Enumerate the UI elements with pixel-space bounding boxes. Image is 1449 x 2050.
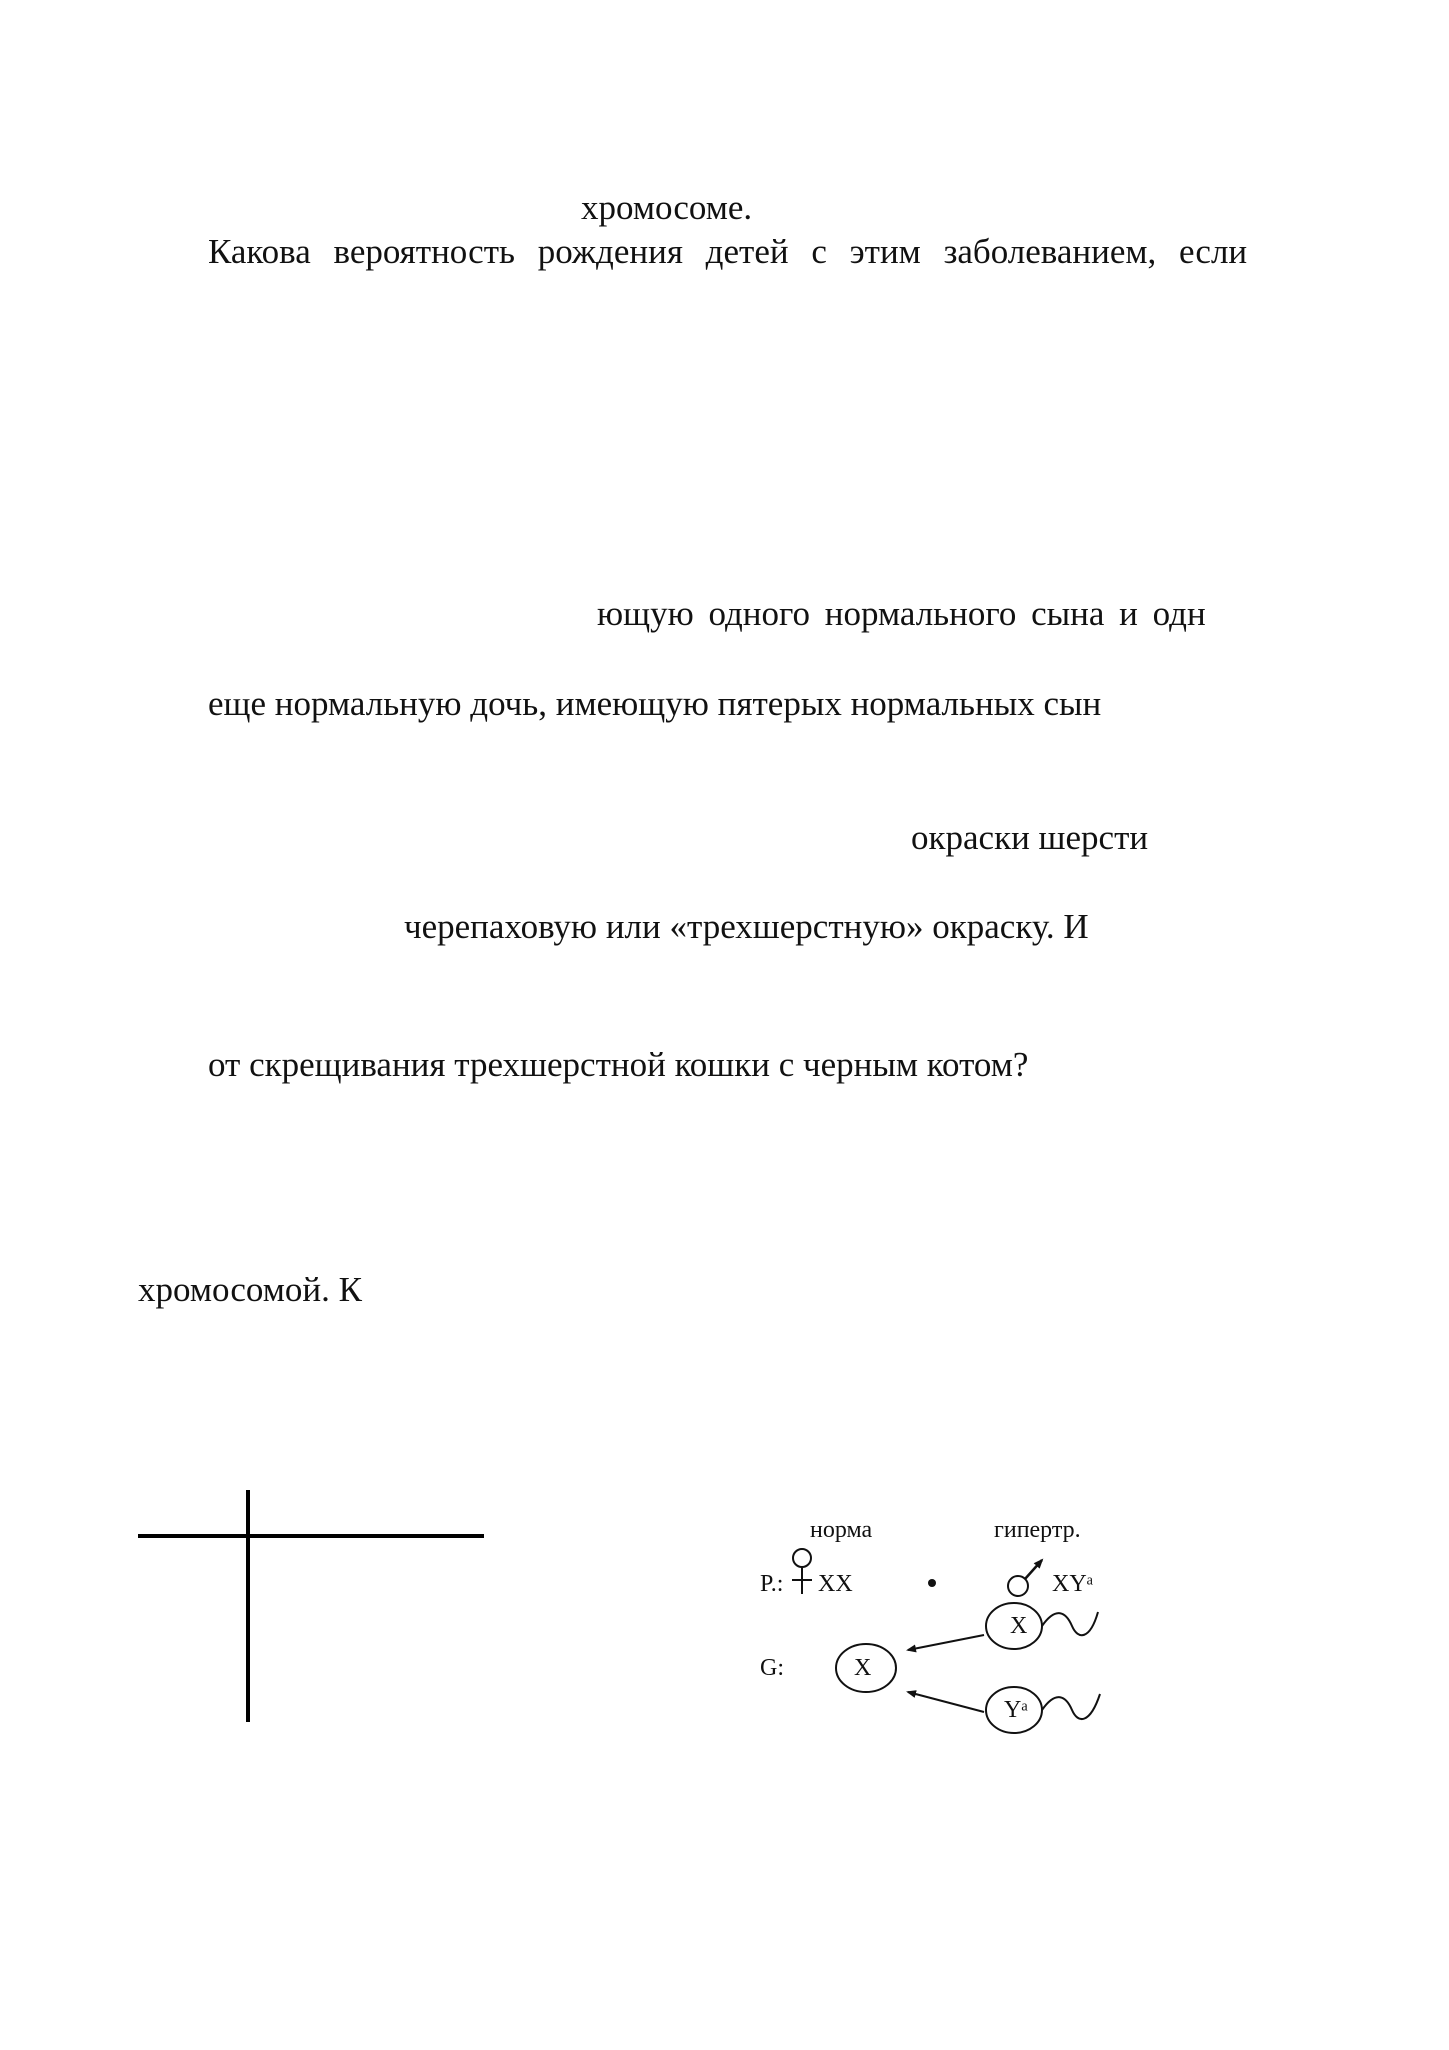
- text-line-2: Какова вероятность рождения детей с этим заболеванием, если: [208, 232, 1248, 271]
- arrow-gamete-x: [908, 1635, 984, 1650]
- cross-horizontal-line: [138, 1534, 484, 1538]
- cross-table-lines: [138, 1490, 484, 1722]
- male-symbol-icon: [1008, 1560, 1042, 1596]
- sperm-tail-1: [1042, 1612, 1098, 1635]
- male-gamete-y-label: Yᵃ: [1004, 1697, 1028, 1723]
- female-symbol-icon: [792, 1549, 812, 1594]
- sperm-tail-2: [1042, 1694, 1100, 1719]
- arrow-gamete-y: [908, 1692, 984, 1712]
- cross-vertical-line: [246, 1490, 250, 1722]
- text-line-7: от скрещивания трехшерстной кошки с черным котом?: [208, 1045, 1029, 1084]
- cross-dot: [928, 1579, 936, 1587]
- text-line-6: черепаховую или «трехшерстную» окраску. И: [404, 907, 1089, 946]
- text-line-4: еще нормальную дочь, имеющую пятерых нормальных сын: [208, 684, 1102, 723]
- text-line-3: ющую одного нормального сына и одн: [597, 594, 1206, 633]
- male-gamete-x-label: X: [1010, 1613, 1028, 1639]
- parents-label: P.:: [760, 1571, 784, 1597]
- text-line-5: окраски шерсти: [911, 818, 1149, 857]
- inheritance-scheme: [740, 1500, 1140, 1760]
- male-genotype: XYᵃ: [1052, 1571, 1094, 1597]
- gametes-label: G:: [760, 1655, 784, 1681]
- norm-label: норма: [810, 1517, 873, 1543]
- hypertrichosis-label: гипертр.: [994, 1517, 1081, 1543]
- female-gamete-label: X: [854, 1655, 872, 1681]
- text-line-1: хромосоме.: [581, 188, 753, 227]
- female-genotype: XX: [818, 1571, 853, 1597]
- text-line-8: хромосомой. К: [138, 1270, 362, 1309]
